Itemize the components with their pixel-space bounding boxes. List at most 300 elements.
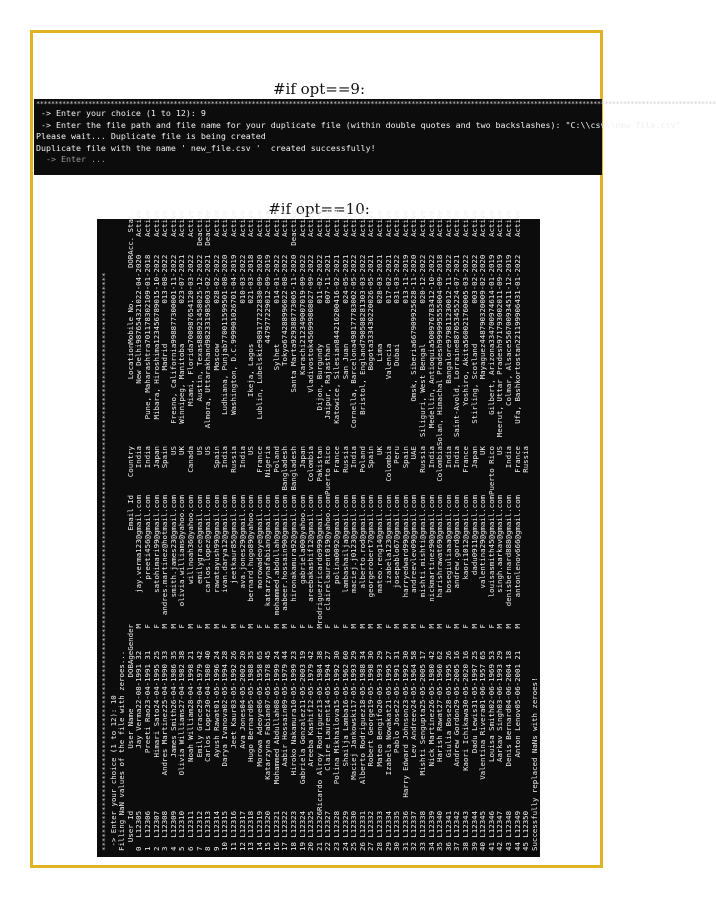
table-cell: Active <box>383 210 393 237</box>
terminal-option10 <box>97 210 540 857</box>
table-cell: 23-04-1991 <box>142 664 152 709</box>
table-cell: 26-05-2021 <box>366 254 376 300</box>
table-cell <box>522 624 531 651</box>
table-cell: 62 <box>435 650 445 660</box>
table-cell <box>522 651 531 664</box>
table-cell: 05-05-1988 <box>246 664 256 709</box>
header-cell: DOB <box>125 664 135 678</box>
table-cell: Areeba Kashif <box>306 708 316 767</box>
table-cell: F <box>289 624 299 629</box>
table-cell: 0 <box>383 299 393 304</box>
table-cell: kaori1012@gmail.com <box>460 494 470 580</box>
table-cell: Russia <box>521 446 531 473</box>
table-cell: 16-05-1962 <box>340 664 350 709</box>
table-cell: L12312 <box>194 810 204 838</box>
table-cell: M <box>203 624 213 629</box>
table-cell: Solan, Himachal Pradesh <box>435 343 445 447</box>
table-cell: satohimari99@gmail.com <box>151 494 161 593</box>
table-cell: 7 <box>194 846 204 851</box>
table-cell: Siliguri, West Bengal <box>417 343 427 438</box>
table-cell: Active <box>349 210 359 237</box>
table-cell: 7700115995 <box>220 299 230 344</box>
table-cell: 28-03-2021 <box>375 254 384 300</box>
table-cell: Ikeja, Lagos <box>246 343 256 398</box>
table-cell: F <box>443 624 453 629</box>
table-cell: rawatayush99@gmail.com <box>211 494 221 593</box>
table-cell: Spain <box>160 446 170 469</box>
table-cell: Preeti Rao <box>142 708 152 754</box>
table-cell: Poland <box>357 446 367 473</box>
table-cell: 1234567890 <box>151 299 161 344</box>
table-cell: Active <box>314 210 324 237</box>
table-cell: 15 <box>263 842 273 851</box>
table-cell: 10-05-1999 <box>289 664 299 709</box>
table-cell: Canada <box>185 446 195 473</box>
table-cell: Austin, Texas <box>194 343 204 402</box>
table-cell: 30-09-2020 <box>254 254 264 300</box>
table-cell: 30 <box>332 650 342 660</box>
table-cell: Polina Mikhailova <box>332 708 342 785</box>
table-cell: rodriguezricardo999@gmail.com <box>314 494 324 625</box>
table-cell: 31-01-2022 <box>512 254 522 300</box>
table-cell: ivan.darya12@gmail.com <box>220 494 230 593</box>
table-cell: 65 <box>478 650 488 660</box>
table-cell: F <box>297 624 307 629</box>
table-cell: 24 <box>340 842 350 851</box>
table-cell: 23-07-2021 <box>177 254 187 300</box>
table-cell: alberto.rod@gmail.com <box>357 494 367 589</box>
table-cell: India <box>503 446 513 469</box>
table-cell: 17-02-2021 <box>383 254 393 300</box>
table-cell: Pakistan <box>314 446 324 482</box>
table-cell: 24 <box>211 650 221 660</box>
table-cell: 0 <box>392 299 402 304</box>
table-cell: F <box>323 624 333 629</box>
table-cell: denisbernard888@gmail.com <box>503 494 513 607</box>
table-cell: Poland <box>271 446 281 473</box>
table-cell: 27 <box>383 650 393 660</box>
table-cell: 06-05-1958 <box>254 664 264 709</box>
table-cell: 9891772228 <box>254 299 264 344</box>
table-cell: F <box>220 624 230 629</box>
table-cell: hironakamura92@gmail.com <box>289 494 299 602</box>
table-cell: L12336 <box>400 810 410 838</box>
table-cell: France <box>512 446 522 473</box>
table-cell: 25 <box>469 650 479 660</box>
table-cell: M <box>185 624 195 629</box>
table-cell: 30 <box>392 842 402 851</box>
footer-success: Successfully replaced NaNs with zeroes! <box>529 677 539 851</box>
table-cell: Omsk, Siberia <box>409 343 419 402</box>
table-cell: Russia <box>340 446 350 473</box>
table-cell: 0 <box>340 299 350 304</box>
table-cell: India <box>134 446 144 469</box>
table-cell: M <box>392 624 402 629</box>
table-cell: Aarkav Singh <box>495 708 505 762</box>
table-cell: Tokyo <box>280 343 290 366</box>
table-cell: Bangladesh <box>289 446 299 491</box>
table-cell: Active <box>306 210 316 237</box>
table-cell: 01-05-1996 <box>211 664 221 709</box>
table-cell: UAE <box>409 446 419 460</box>
table-cell <box>522 344 531 446</box>
table-cell: Stirling, Scotland <box>469 343 479 424</box>
table-cell: Kaori Ichikawa <box>460 708 470 771</box>
table-cell: 38 <box>314 650 324 660</box>
table-cell: Active <box>460 210 470 237</box>
table-cell: 17 <box>280 842 290 851</box>
table-cell: 28-05-1995 <box>443 664 453 709</box>
table-cell: 09-01-2018 <box>142 254 152 300</box>
table-cell: Nigeria <box>263 446 273 478</box>
table-cell: 42 <box>306 650 316 660</box>
table-cell: 13-08-2022 <box>160 254 170 300</box>
table-cell: Hiroko Nakamura <box>289 708 299 776</box>
table-cell: 7905082813 <box>357 299 367 344</box>
table-cell: 0 <box>237 299 247 304</box>
table-cell: Active <box>503 210 513 237</box>
table-cell: M <box>160 624 170 629</box>
table-cell: Active <box>332 210 342 237</box>
header-cell: Location <box>125 343 135 380</box>
table-cell: carlos.lopez@gmail.com <box>203 494 213 593</box>
table-cell: M <box>134 624 144 629</box>
table-cell: 7009876541 <box>185 299 195 344</box>
table-cell: 03-06-1993 <box>495 664 505 709</box>
table-cell: Active <box>168 210 178 237</box>
table-cell: M <box>357 624 367 629</box>
table-cell: 26 <box>357 842 367 851</box>
table-cell: 44 <box>280 650 290 660</box>
table-cell: 09-05-1979 <box>280 664 290 709</box>
table-cell: UK <box>375 446 384 455</box>
table-cell: Active <box>400 210 410 237</box>
table-cell: India <box>452 446 462 469</box>
table-cell: 0 <box>469 299 479 304</box>
table-cell: andres.martinez@hotmail.com <box>160 494 170 616</box>
table-cell: L12340 <box>435 810 445 838</box>
table-cell: valentina29@gmail.com <box>478 494 488 589</box>
table-cell: Active <box>211 210 221 237</box>
table-cell: Mishti Sengupta <box>417 708 427 776</box>
table-cell: M <box>349 624 359 629</box>
table-cell: bosegiuliaaa@gmail.com <box>443 494 453 593</box>
table-cell: 13-11-2019 <box>400 254 410 300</box>
table-cell: M <box>366 624 376 629</box>
table-cell: Hugo Bernard <box>246 708 256 762</box>
table-cell: L12346 <box>486 810 496 838</box>
table-cell: Harish Rawat <box>435 708 445 762</box>
table-cell: UK <box>478 446 488 455</box>
table-cell: 9293887730 <box>289 299 299 344</box>
table-cell: Lima <box>375 343 384 362</box>
table-cell: 2123490070 <box>297 299 307 344</box>
table-cell: France <box>460 446 470 473</box>
table-cell: L12348 <box>503 810 513 838</box>
table-cell: L12345 <box>478 810 488 838</box>
table-cell: Bangalore <box>443 343 453 384</box>
table-cell: 3347009746 <box>486 299 496 344</box>
table-cell: 31 <box>400 842 410 851</box>
table-cell: 22-05-1991 <box>392 664 402 709</box>
table-cell: 4479772290 <box>263 299 273 344</box>
table-cell: Active <box>512 210 522 237</box>
table-cell: mishti.mishti@gmail.com <box>417 494 427 598</box>
table-cell: L12315 <box>220 810 230 838</box>
table-cell: Maciej Jankowski <box>349 708 359 780</box>
table-cell: Active <box>495 210 505 237</box>
table-cell: Gabriela Gonzalez <box>297 708 307 785</box>
table-cell: Valencia <box>383 343 393 380</box>
table-cell: 43 <box>503 842 513 851</box>
table-cell: Himari Sato <box>151 708 161 758</box>
table-cell: 24-05-1964 <box>409 664 419 709</box>
table-cell: F <box>478 624 488 629</box>
table-cell: 29-04-1979 <box>194 664 204 709</box>
table-cell: 23 <box>332 842 342 851</box>
table-cell: andrew.gord@gmail.com <box>452 494 462 589</box>
table-cell: 8870534552 <box>452 299 462 344</box>
table-cell: 09-02-2020 <box>478 254 488 300</box>
table-cell: Morowa Adeoye <box>254 708 264 767</box>
table-cell: M <box>503 624 513 629</box>
table-cell: L12335 <box>392 810 402 838</box>
table-cell: morowadeoye@gmail.com <box>254 494 264 589</box>
table-cell: 14-01-2019 <box>486 254 496 300</box>
table-cell: US <box>246 446 256 455</box>
table-cell: preeti456@gmail.com <box>142 494 152 580</box>
table-cell: India <box>349 446 359 469</box>
table-cell: 27 <box>323 650 333 660</box>
table-cell: L12322 <box>280 810 290 838</box>
table-cell: 05-11-2020 <box>289 254 299 300</box>
table-cell: Lev Andreev <box>409 708 419 758</box>
table-cell: Louisa Smith <box>486 708 496 762</box>
table-cell: L12344 <box>469 810 479 838</box>
table-cell: 30 <box>400 650 410 660</box>
table-cell: 9999010267 <box>228 299 238 344</box>
table-cell: India <box>443 446 453 469</box>
table-cell: Meerut, Uttar Pradesh <box>495 343 505 438</box>
prompt-filepath: -> Enter the file path and file name for your duplicate file (within double quotes and two backslashes): "C:\\csv\\new_file.csv" <box>36 119 681 130</box>
table-cell: Active <box>160 210 170 237</box>
table-cell: 36 <box>443 842 453 851</box>
table-cell: L12337 <box>409 810 419 838</box>
table-cell: Noah William <box>185 708 195 762</box>
table-cell: L12317 <box>237 810 247 838</box>
table-cell: 0 <box>417 299 427 304</box>
table-cell: 05-03-2022 <box>460 254 470 300</box>
table-cell: L12323 <box>289 810 299 838</box>
rotated-terminal-content <box>97 210 540 857</box>
table-cell: 9999955550 <box>435 299 445 344</box>
table-cell: 33 <box>417 842 427 851</box>
table-cell: 9823319850 <box>203 299 213 344</box>
table-cell: Andres Martinez <box>160 708 170 776</box>
table-cell: Active <box>134 210 144 237</box>
table-cell: Active <box>469 210 479 237</box>
table-cell: Andrew Gordon <box>452 708 462 767</box>
table-cell: Spain <box>400 446 410 469</box>
table-cell: 11-12-2019 <box>503 254 513 300</box>
table-cell: 12 <box>237 842 247 851</box>
table-cell: Robert George <box>366 708 376 767</box>
table-cell: 10-03-2022 <box>237 254 247 300</box>
table-cell: jay.verma123@gmail.com <box>134 494 144 593</box>
table-cell: 21 <box>185 650 195 660</box>
table-cell <box>522 495 531 624</box>
table-cell: 29 <box>349 650 359 660</box>
table-cell: 27-05-1960 <box>435 664 445 709</box>
table-cell: Active <box>426 210 436 237</box>
table-cell: 37 <box>452 842 462 851</box>
table-cell: harishrawat69@gmail.com <box>435 494 445 598</box>
table-cell: 28-11-2020 <box>409 254 419 300</box>
table-cell: 5600217600 <box>460 299 470 344</box>
status-success: Duplicate file with the name ' new_file.csv ' created successfully! <box>36 142 376 153</box>
table-cell: F <box>254 624 264 629</box>
table-cell: 6742889960 <box>280 299 290 344</box>
header-cell: Age <box>125 650 135 665</box>
table-cell: India <box>142 446 152 469</box>
table-cell: andreevlev09@gmail.com <box>409 494 419 593</box>
table-cell: 8889214580 <box>194 299 204 344</box>
table-cell: Katowice, Silesian <box>332 343 342 424</box>
table-cell: L12331 <box>357 810 367 838</box>
table-cell: 25-04-1990 <box>160 664 170 709</box>
table-cell: Colombia <box>383 446 393 482</box>
table-cell: Active <box>185 210 195 237</box>
table-cell: 14-01-2022 <box>271 254 281 300</box>
table-cell: F <box>417 624 427 629</box>
table-cell: dadu0911@gmail.com <box>469 494 479 576</box>
table-cell: gabriela00@yahoo.com <box>297 494 307 584</box>
table-cell: josepablo67@gmail.com <box>392 494 402 589</box>
table-cell: 28-02-2022 <box>211 254 221 300</box>
table-cell: UK <box>177 446 187 455</box>
table-cell: 21-05-1995 <box>383 664 393 709</box>
table-cell: 05-06-2001 <box>512 664 522 709</box>
table-cell: Active <box>392 210 402 237</box>
table-cell: Ayush Rawat <box>211 708 221 758</box>
table-cell: 4487903200 <box>478 299 488 344</box>
table-cell: 22-08-1991 <box>134 664 144 709</box>
table-cell: Peru <box>392 446 402 464</box>
table-cell: 24-04-1995 <box>151 664 161 709</box>
table-cell: 28-04-1998 <box>185 664 195 709</box>
table-cell: Active <box>280 210 290 237</box>
table-cell: 04-09-2018 <box>435 254 445 300</box>
table-cell: Pune, Maharashtra <box>142 343 152 420</box>
table-cell: M <box>409 624 419 629</box>
table-cell: 35 <box>435 842 445 851</box>
table-cell: Active <box>220 210 230 237</box>
table-cell: harryedward99@gmail.com <box>400 494 410 598</box>
table-cell: Active <box>177 210 187 237</box>
table-cell: Active <box>478 210 488 237</box>
table-cell: US <box>203 446 213 455</box>
table-cell: aabeer.hossain90@gmail.com <box>280 494 290 611</box>
table-cell: 42 <box>194 650 204 660</box>
table-cell: 0 <box>160 299 170 304</box>
table-cell: Active <box>151 210 161 237</box>
table-cell: 12-10-2022 <box>426 254 436 300</box>
table-cell: Washington, D.C. <box>228 343 238 415</box>
table-cell: 0 <box>314 299 324 304</box>
table-cell: 29 <box>383 842 393 851</box>
table-cell: 5009767834 <box>426 299 436 344</box>
table-cell: 20-12-2022 <box>417 254 427 300</box>
table-cell: 18 <box>503 650 513 660</box>
table-cell: F <box>332 624 342 629</box>
table-cell: Active <box>443 210 453 237</box>
table-cell: Active <box>452 210 462 237</box>
table-cell: mateo.reng14@gmail.com <box>375 494 384 593</box>
table-cell: L12305 <box>134 810 144 838</box>
table-cell: 22 <box>323 842 333 851</box>
table-cell: L12320 <box>263 810 273 838</box>
table-cell: 35 <box>246 650 256 660</box>
table-cell: Giulia Bose <box>443 708 453 758</box>
table-cell: M <box>495 624 505 629</box>
table-cell: clairelaurent019@yahoo.com <box>323 494 333 611</box>
table-cell: Madrid <box>160 343 170 371</box>
table-cell: 0 <box>177 299 187 304</box>
table-cell: 17-05-1993 <box>349 664 359 709</box>
table-cell: 15-10-2022 <box>151 254 161 300</box>
table-cell: 02-06-1969 <box>486 664 496 709</box>
table-cell: 2211999064 <box>512 299 522 344</box>
table-cell: 04-06-2004 <box>503 664 513 709</box>
table-cell: Active <box>228 210 238 237</box>
table-cell: 53 <box>486 650 496 660</box>
table-cell: Jaipur, Rajasthan <box>323 343 333 420</box>
status-wait: Please wait... Duplicate file is being created <box>36 131 266 142</box>
table-cell: L12343 <box>460 810 470 838</box>
table-cell: 19-09-2022 <box>297 254 307 300</box>
table-cell: L12327 <box>323 810 333 838</box>
table-cell: lambashailja@gmail.com <box>340 494 350 593</box>
table-cell: 14-05-1994 <box>323 664 333 709</box>
table-cell: 16 <box>271 842 281 851</box>
table-cell: L12332 <box>366 810 376 838</box>
table-cell: Japan <box>297 446 307 469</box>
table-cell: 25-05-2005 <box>417 664 427 709</box>
table-cell: India <box>220 446 230 469</box>
table-cell: US <box>168 446 178 455</box>
table-cell: Active <box>237 210 247 237</box>
header-cell: Country <box>125 446 135 478</box>
table-cell: 01-06-1957 <box>478 664 488 709</box>
table-cell: L12329 <box>340 810 350 838</box>
table-cell: 8 <box>203 846 213 851</box>
table-cell: Japan <box>469 446 479 469</box>
table-cell: L12321 <box>271 810 281 838</box>
table-cell: 31-05-1997 <box>469 664 479 709</box>
table-cell: 16-02-2021 <box>332 254 342 300</box>
table-cell: M <box>211 624 221 629</box>
table-cell: F <box>237 624 247 629</box>
table-cell: 28 <box>375 842 384 851</box>
table-cell: 5 <box>177 846 187 851</box>
table-cell: 19-05-1998 <box>366 664 376 709</box>
table-cell: 1 <box>142 846 152 851</box>
table-cell: Harry Edward Johnson <box>400 708 410 798</box>
table-cell: Active <box>271 210 281 237</box>
table-cell: Denis Bernard <box>503 708 513 767</box>
table-cell: 25 <box>151 650 161 660</box>
table-cell: 22-04-2020 <box>134 254 144 300</box>
